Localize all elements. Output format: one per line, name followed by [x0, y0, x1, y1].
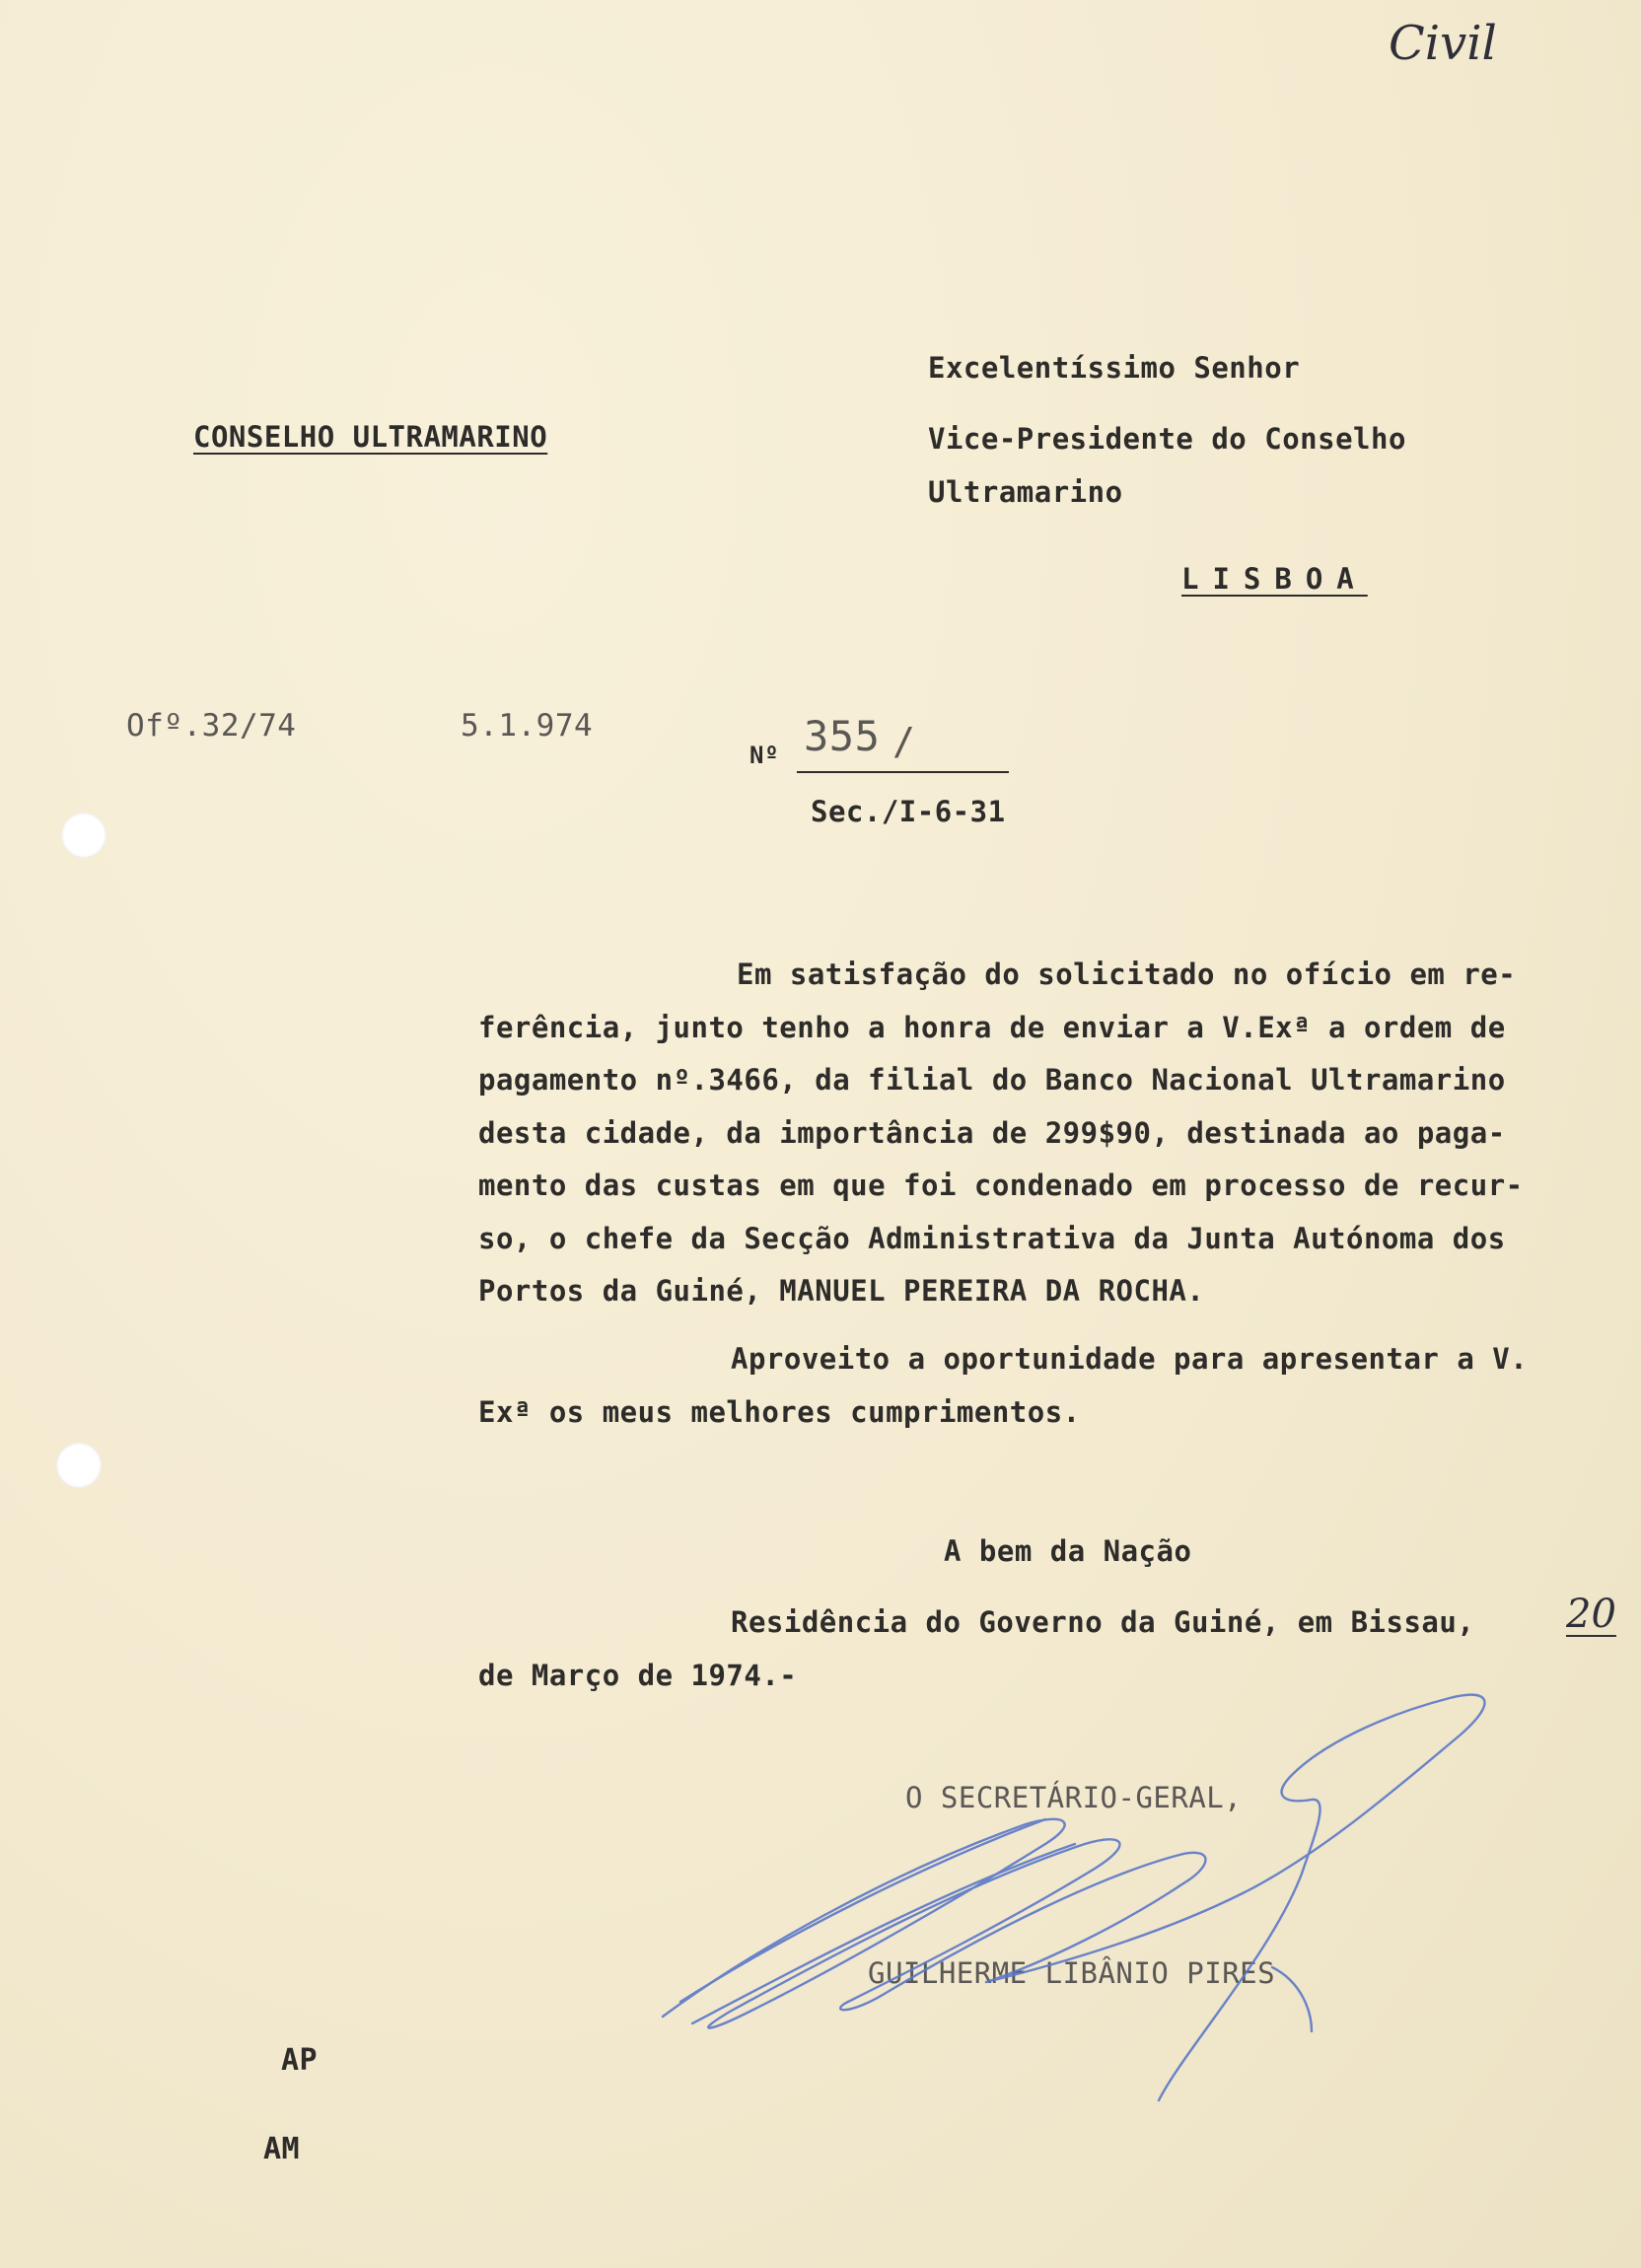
handwritten-annotation: Civil [1389, 16, 1497, 71]
signatory-name: GUILHERME LIBÂNIO PIRES [868, 1956, 1276, 1990]
oficio-reference: Ofº.32/74 [126, 708, 297, 744]
number-value: 355 [804, 712, 881, 760]
issuer-heading: CONSELHO ULTRAMARINO [193, 420, 548, 454]
initials-second: AM [263, 2132, 301, 2166]
body-line: Em satisfação do solicitado no ofício em re- [737, 957, 1517, 991]
closing-place-line: Residência do Governo da Guiné, em Bissau, [731, 1605, 1475, 1639]
body-line: desta cidade, da importância de 299$90, destinada ao paga- [478, 1115, 1506, 1150]
closing-salutation: A bem da Nação [944, 1534, 1192, 1568]
signatory-title: O SECRETÁRIO-GERAL, [905, 1781, 1243, 1814]
closing-day-handwritten: 20 [1566, 1592, 1616, 1637]
body-line: ferência, junto tenho a honra de enviar a V.Exª a ordem de [478, 1010, 1506, 1044]
body-line: so, o chefe da Secção Administrativa da Junta Autónoma dos [478, 1221, 1506, 1255]
number-underline [797, 771, 1009, 773]
initials-first: AP [281, 2043, 319, 2078]
body-line: Portos da Guiné, MANUEL PEREIRA DA ROCHA. [478, 1274, 1205, 1308]
oficio-date: 5.1.974 [461, 708, 594, 744]
body-line: Exª os meus melhores cumprimentos. [478, 1394, 1081, 1429]
addressee-city: LISBOA [1181, 562, 1368, 596]
body-line: pagamento nº.3466, da filial do Banco Nacional Ultramarino [478, 1063, 1506, 1097]
punch-hole-bottom [56, 1443, 102, 1488]
addressee-line-2: Vice-Presidente do Conselho [928, 422, 1406, 456]
addressee-line-3: Ultramarino [928, 475, 1123, 509]
number-label: Nº [749, 742, 779, 769]
body-paragraph-1 [478, 949, 1524, 1318]
closing-date-line: de Março de 1974.- [478, 1659, 798, 1692]
body-line: mento das custas em que foi condenado em processo de recur- [478, 1169, 1524, 1202]
addressee-line-1: Excelentíssimo Senhor [928, 351, 1301, 385]
punch-hole-top [61, 813, 107, 858]
number-slash: / [892, 720, 916, 763]
body-line: Aproveito a oportunidade para apresentar a V. [731, 1342, 1529, 1376]
body-paragraph-2 [478, 1333, 1528, 1439]
section-reference: Sec./I-6-31 [811, 795, 1006, 828]
